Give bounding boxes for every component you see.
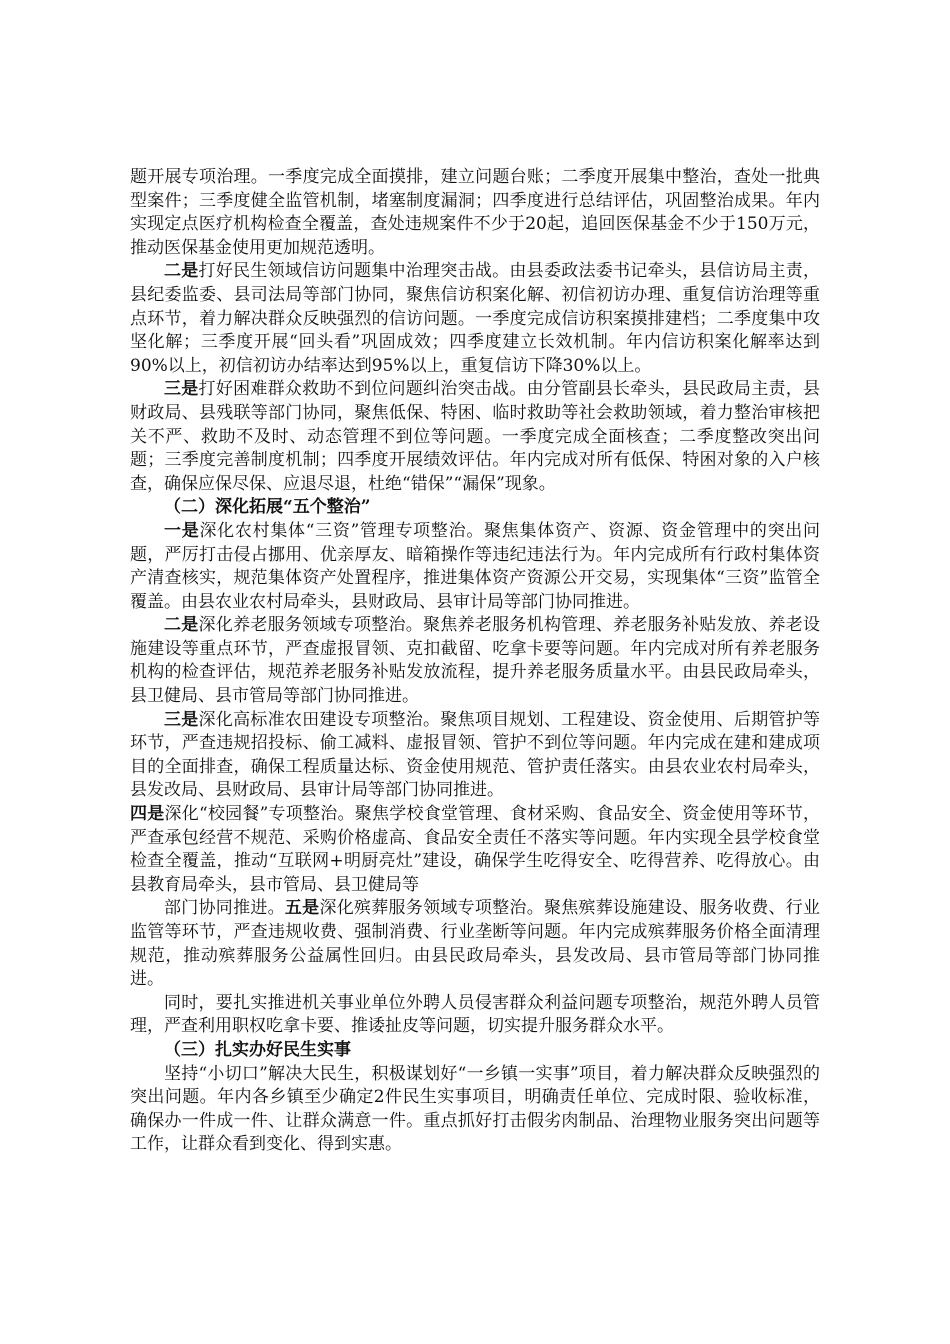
- paragraph-lead: 四是: [130, 804, 165, 825]
- paragraph-funeral-services: [130, 897, 820, 991]
- paragraph-school-meals: [130, 803, 820, 897]
- paragraph-lead: 二是: [164, 615, 199, 636]
- section-heading-five-rectifications: （二）深化拓展“五个整治”: [164, 497, 371, 518]
- paragraph-lead: 一是: [164, 520, 200, 541]
- paragraph-prefix: 部门协同推进。: [164, 898, 285, 919]
- document-body: [130, 166, 820, 1157]
- paragraph-elderly-care: [130, 614, 820, 708]
- paragraph-farmland: [130, 709, 820, 803]
- paragraph-lead: 五是: [284, 898, 320, 919]
- paragraph-text: 打好困难群众救助不到位问题纠治突击战。由分管副县长牵头，县民政局主责，县财政局、县残联等部门协同，聚焦低保、特困、临时救助等社会救助领域，着力整治审核把关不严、救助不及时、动态管理不到位等问题。一季度完成全面核查；二季度整改突出问题；三季度完善制度机制；四季度开展绩效评估。年内完成对所有低保、特困对象的入户核查，确保应保尽保、应退尽退，杜绝“错保”“漏保”现象。: [130, 379, 821, 494]
- paragraph-petition-governance: [130, 260, 820, 378]
- paragraph-text: 坚持“小切口”解决大民生，积极谋划好“一乡镇一实事”项目，着力解决群众反映强烈的突出问题。年内各乡镇至少确定2件民生实事项目，明确责任单位、完成时限、验收标准，确保办一件成一件、让群众满意一件。重点抓好打击假劣肉制品、治理物业服务突出问题等工作，让群众看到变化、得到实惠。: [130, 1063, 820, 1155]
- paragraph-text: 深化高标准农田建设专项整治。聚焦项目规划、工程建设、资金使用、后期管护等环节，严查违规招投标、偷工减料、虚报冒领、管护不到位等问题。年内完成在建和建成项目的全面排查，确保工程质量达标、资金使用规范、管护责任落实。由县农业农村局牵头，县发改局、县财政局、县审计局等部门协同推进。: [130, 709, 821, 801]
- paragraph-text: 题开展专项治理。一季度完成全面摸排，建立问题台账；二季度开展集中整治，查处一批典型案件；三季度健全监管机制，堵塞制度漏洞；四季度进行总结评估，巩固整治成果。年内实现定点医疗机构检查全覆盖，查处违规案件不少于20起，追回医保基金不少于150万元，推动医保基金使用更加规范透明。: [130, 167, 820, 258]
- paragraph-text: 深化殡葬服务领域专项整治。聚焦殡葬设施建设、服务收费、行业监管等环节，严查违规收费、强制消费、行业垄断等问题。年内完成殡葬服务价格全面清理规范，推动殡葬服务公益属性回归。由县民政局牵头，县发改局、县市管局等部门协同推进。: [130, 898, 821, 990]
- paragraph-livelihood-projects: [130, 1063, 820, 1157]
- paragraph-text: 深化农村集体“三资”管理专项整治。聚焦集体资产、资源、资金管理中的突出问题，严厉打击侵占挪用、优亲厚友、暗箱操作等违纪违法行为。年内完成所有行政村集体资产清查核实，规范集体资产处置程序，推进集体资产资源公开交易，实现集体“三资”监管全覆盖。由县农业农村局牵头，县财政局、县审计局等部门协同推进。: [130, 520, 821, 612]
- paragraph-rural-assets: [130, 520, 820, 614]
- paragraph-lead: 三是: [164, 709, 199, 730]
- section-heading-livelihood-projects: （三）扎实办好民生实事: [164, 1039, 351, 1060]
- paragraph-text: 深化养老服务领域专项整治。聚焦养老服务机构管理、养老服务补贴发放、养老设施建设等重点环节，严查虚报冒领、克扣截留、吃拿卡要等问题。年内完成对所有养老服务机构的检查评估，规范养老服务补贴发放流程，提升养老服务质量水平。由县民政局牵头，县卫健局、县市管局等部门协同推进。: [130, 615, 821, 707]
- paragraph-text: 打好民生领域信访问题集中治理突击战。由县委政法委书记牵头，县信访局主责，县纪委监委、县司法局等部门协同，聚焦信访积案化解、初信初访办理、重复信访治理等重点环节，着力解决群众反映强烈的信访问题。一季度完成信访积案摸排建档；二季度集中攻坚化解；三季度开展“回头看”巩固成效；四季度建立长效机制。年内信访积案化解率达到90%以上，初信初访办结率达到95%以上，重复信访下降30%以上。: [130, 261, 821, 376]
- paragraph-external-staff: [130, 992, 820, 1039]
- paragraph-relief-governance: [130, 378, 820, 496]
- paragraph-text: 同时，要扎实推进机关事业单位外聘人员侵害群众利益问题专项整治，规范外聘人员管理，严查利用职权吃拿卡要、推诿扯皮等问题，切实提升服务群众水平。: [130, 992, 820, 1037]
- paragraph-medical-insurance-continuation: [130, 166, 820, 260]
- paragraph-lead: 二是: [164, 261, 199, 282]
- paragraph-text: 深化“校园餐”专项整治。聚焦学校食堂管理、食材采购、食品安全、资金使用等环节，严查承包经营不规范、采购价格虚高、食品安全责任不落实等问题。年内实现全县学校食堂检查全覆盖，推动“互联网+明厨亮灶”建设，确保学生吃得安全、吃得营养、吃得放心。由县教育局牵头，县市管局、县卫健局等: [130, 804, 820, 895]
- paragraph-lead: 三是: [164, 379, 199, 400]
